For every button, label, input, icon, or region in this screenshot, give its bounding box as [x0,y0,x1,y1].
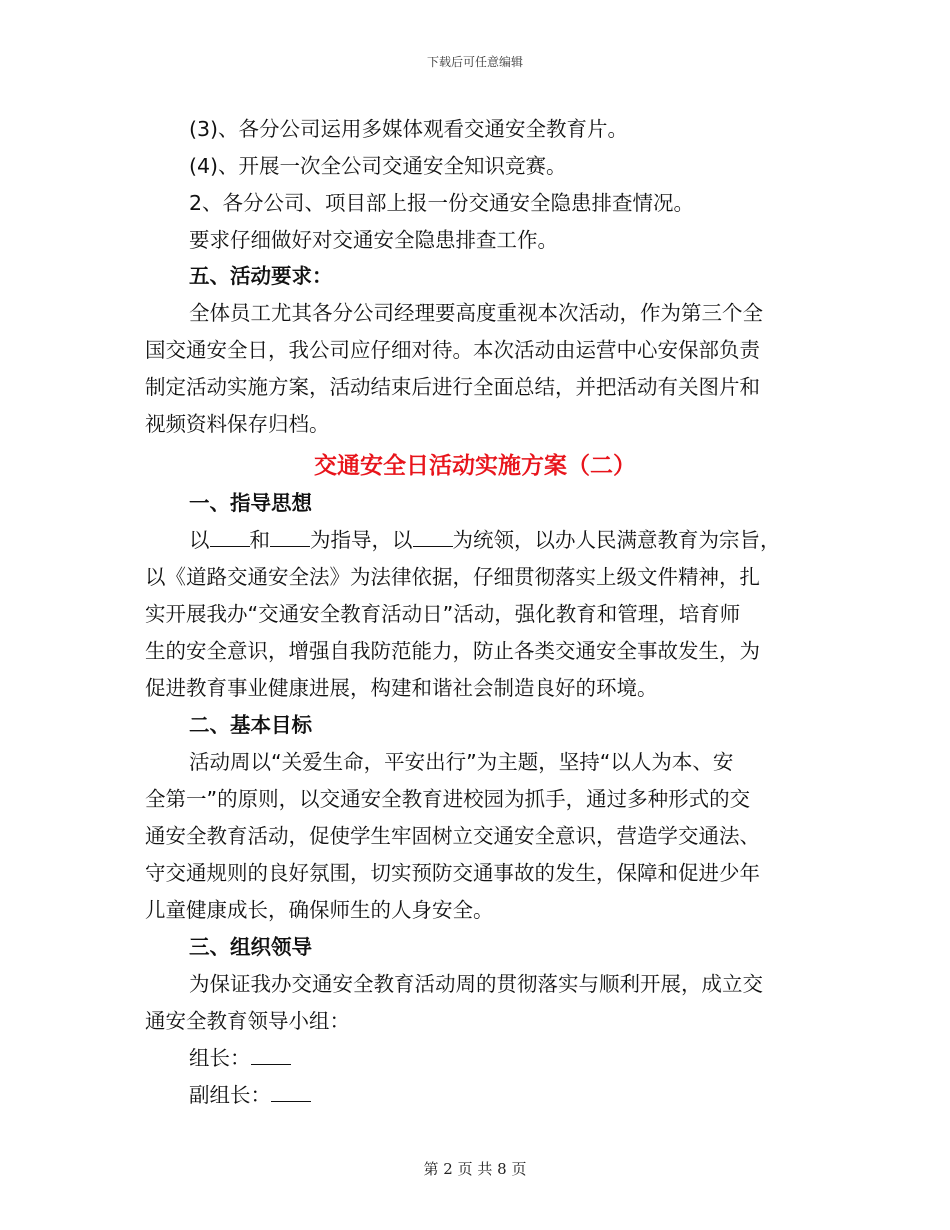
page-header: 下载后可任意编辑 [426,55,523,69]
deputy-leader-line [189,1081,311,1109]
page-footer: 第 2 页 共 8 页 [423,1160,527,1178]
section-two-heading: 二、基本目标 [189,713,312,737]
text-span: 为统领，以办人民满意教育为宗旨， [452,528,781,552]
paragraph-line: 制定活动实施方案，活动结束后进行全面总结，并把活动有关图片和 [145,375,760,399]
section-five-heading: 五、活动要求： [189,264,333,288]
paragraph-line: 儿童健康成长，确保师生的人身安全。 [145,898,494,922]
list-item-4: (4)、开展一次全公司交通安全知识竞赛。 [189,154,567,178]
text-span: 为指导，以 [310,528,413,552]
paragraph-line: 活动周以“关爱生命，平安出行”为主题，坚持“以人为本、安 [189,750,734,774]
paragraph-line: 通安全教育活动，促使学生牢固树立交通安全意识，营造学交通法、 [145,824,760,848]
paragraph-line: 国交通安全日，我公司应仔细对待。本次活动由运营中心安保部负责 [145,338,760,362]
paragraph-line: 全第一”的原则，以交通安全教育进校园为抓手，通过多种形式的交 [145,787,751,811]
leader-line [189,1044,291,1072]
fill-blank [413,528,453,547]
paragraph-line: 通安全教育领导小组： [145,1009,350,1033]
list-item-2: 2、各分公司、项目部上报一份交通安全隐患排查情况。 [189,191,695,215]
section-one-heading: 一、指导思想 [189,491,312,515]
text-span: 和 [249,528,270,552]
document-title: 交通安全日活动实施方案（二） [314,453,636,479]
paragraph-line: 为保证我办交通安全教育活动周的贯彻落实与顺利开展，成立交 [189,972,763,996]
paragraph-line: 全体员工尤其各分公司经理要高度重视本次活动，作为第三个全 [189,301,763,325]
deputy-leader-label: 副组长： [189,1083,271,1107]
fill-blank [270,528,310,547]
paragraph-line: 守交通规则的良好氛围，切实预防交通事故的发生，保障和促进少年 [145,861,760,885]
leader-label: 组长： [189,1046,251,1070]
text-span: 以 [189,528,210,552]
list-item-3: (3)、各分公司运用多媒体观看交通安全教育片。 [189,117,629,141]
paragraph-line: 生的安全意识，增强自我防范能力，防止各类交通安全事故发生，为 [145,639,760,663]
paragraph-line [189,526,781,554]
fill-blank [210,528,250,547]
paragraph-line: 以《道路交通安全法》为法律依据，仔细贯彻落实上级文件精神，扎 [145,565,760,589]
fill-blank [271,1083,311,1102]
section-three-heading: 三、组织领导 [189,935,312,959]
paragraph-line: 促进教育事业健康进展，构建和谐社会制造良好的环境。 [145,676,658,700]
fill-blank [251,1046,291,1065]
paragraph-line: 实开展我办“交通安全教育活动日”活动，强化教育和管理，培育师 [145,602,741,626]
paragraph-line: 视频资料保存归档。 [145,412,330,436]
requirement-line: 要求仔细做好对交通安全隐患排查工作。 [189,228,558,252]
